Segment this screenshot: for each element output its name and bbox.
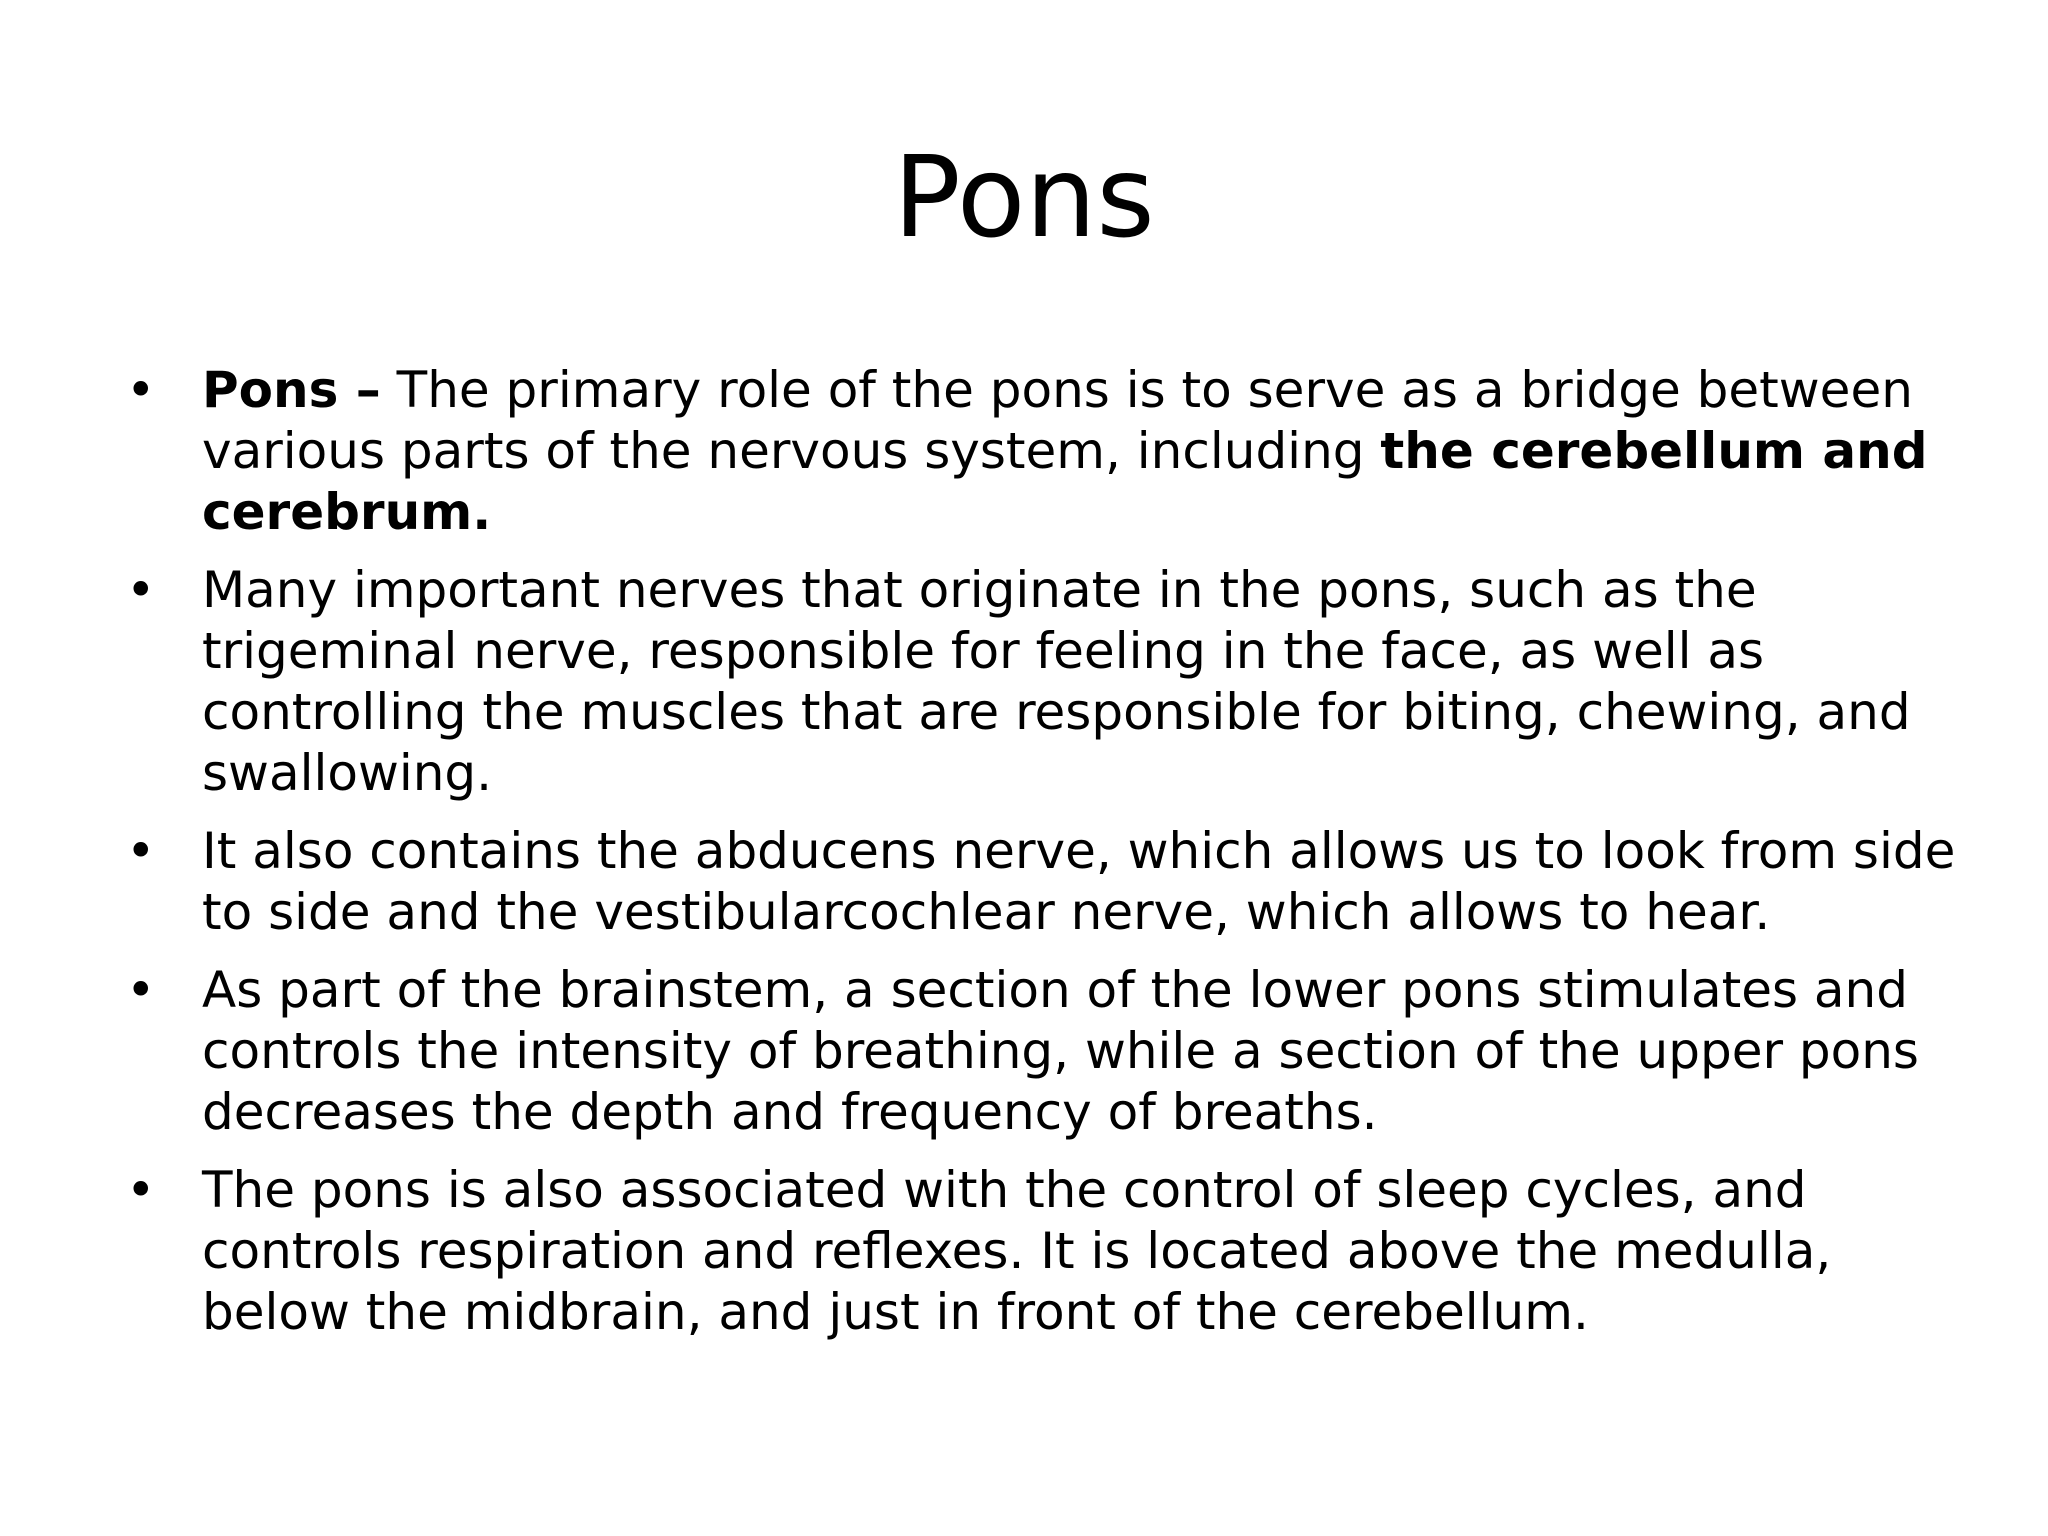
slide-title: Pons xyxy=(893,133,1155,263)
bullet-text: The pons is also associated with the control of sleep cycles, and controls respiration and reflexes. It is located above the medulla, below the midbrain, and just in front of the cerebellum. xyxy=(202,1161,1832,1341)
bullet-item-sleep-cycles xyxy=(120,1160,1980,1343)
bullet-icon: • xyxy=(126,1161,156,1219)
bullet-text: As part of the brainstem, a section of the lower pons stimulates and controls the intensity of breathing, while a section of the upper pons decreases the depth and frequency of breaths. xyxy=(202,961,1919,1141)
bullet-item-abducens xyxy=(120,821,1980,943)
bullet-text: It also contains the abducens nerve, which allows us to look from side to side and the vestibularcochlear nerve, which allows to hear. xyxy=(202,822,1956,941)
bullet-text: Many important nerves that originate in the pons, such as the trigeminal nerve, responsible for feeling in the face, as well as controlling the muscles that are responsible for biting, chewing, and swallowing. xyxy=(202,561,1911,802)
bullet-description: The primary role of the pons is to serve as a bridge between various parts of the nervous system, including xyxy=(202,361,1913,480)
bullet-list xyxy=(120,360,1980,1360)
bullet-icon: • xyxy=(126,561,156,619)
bullet-icon: • xyxy=(126,961,156,1019)
bullet-text xyxy=(202,361,1928,541)
bullet-item-trigeminal xyxy=(120,560,1980,804)
bullet-lead-term: Pons – xyxy=(202,361,381,419)
bullet-emphasis: the cerebellum and cerebrum. xyxy=(202,422,1928,541)
bullet-item-breathing xyxy=(120,960,1980,1143)
bullet-icon: • xyxy=(126,361,156,419)
bullet-item-pons-role xyxy=(120,360,1980,543)
bullet-icon: • xyxy=(126,822,156,880)
